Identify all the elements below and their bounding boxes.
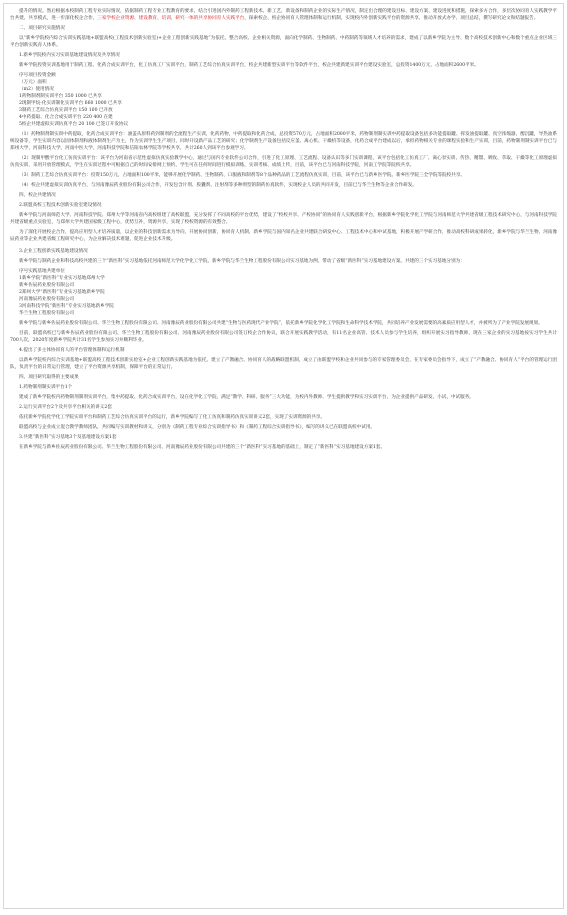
table-unit: （万元）面积 — [19, 80, 47, 85]
paragraph: 新乡学院与河南师范大学、河南科技学院、郑州大学等河南省内高校组建了高校联盟，充分发挥了不同高校的平台优势，建设了“校校共享、产校协同”的协同育人实践创新平台，根据新乡学院化学化工学院与河南师范大学共建省级工程技术研究中心，与河南科技学院共建省级重点实验室，与郑州大学共建国家级工程中心，优势互补，资源共享，实现了校校资源的有效整合。 — [10, 213, 557, 225]
table-row: 新乡佐辰药业股份有限公司 — [19, 283, 75, 288]
highlighted-text: 三家学校企业资源、建设教育、培训、研究一体的共享协同育人实践平台 — [97, 16, 245, 21]
paragraph: 在新乡学院与新乡佐辰药业股份有限公司、华兰生物工程股份有限公司、河南豫辰药业股份有限公司共建的三个“新医科”实习基地的基础上，制定了“新医科”实习基地建设方案1套。 — [19, 445, 386, 450]
subsection-heading: 4.提出了多主体协同育人的平台管理体制和运行机制 — [19, 348, 125, 353]
subsection-heading: 1.药物制剂制实训平台1个 — [19, 385, 73, 390]
paragraph: 以新乡学院校内综合实训基地+联盟高校工程技术创新实验室+企业工程创新实践基地为依托，建立了产教融合、协同育人的战略联盟机制，成立了由联盟学校和企业共同参与的专家管理委员会，在专家委员会指导下，成立了“产教融合、协同育人”平台的管理运行团队，负责平台的日常运行管理，建立了平台资源共享机制，保障平台的正常运行。 — [10, 358, 557, 370]
subsection-heading: 2.联盟高校工程技术创新实验室建设情况 — [19, 203, 102, 208]
table-row: 3河南科技学院“新医科”专业实习基地新乡学院 — [19, 304, 114, 309]
intro-paragraph — [10, 8, 557, 22]
intro-text-end: ，探索校企、校企协同育人管理体制和运行机制，实现校内外创新实践平台的资源共享，推动开放式办学、项目总结，撰写研究论文和结题报告。 — [244, 16, 539, 21]
section-heading: 二、项目研究实施情况 — [19, 26, 65, 31]
paragraph: （1）药物制剂制实训中药提取，化药合成实训平台：涵盖从原料药到制剂的全流程生产实训，化药药物，中药提取和化药合成，总投资570万元，占地面积2000平米，药物制剂制实训中药提取设备包括多功能提取罐、挥发油提取罐、真空浓缩器、醇沉罐，导热油系统设备等，学生实训内容以固体制剂和液体制剂生产为主，作为实训学生生产项目，同时开设新产品工艺的研究；化学制剂生产设备包括反应釜、离心机、干燥机等设备，化药合成平台建成以后，承担药物相关专业的课程实验和生产实训，目前，药物制剂制实训平台已与郑州大学、河南科技大学、河南中医大学、河南科技学院和信阳农林学院等学校共享，共计260人到该平台参观学习。 — [10, 132, 557, 151]
paragraph: 依托新乡学院化学化工学院实训平台和制药工艺综合仿真实训平台的运行，新乡学院编写了化工仿真和制药仿真实训讲义2套，实现了实训资源的共享。 — [19, 415, 326, 420]
table-row: 1药物制剂制实训平台 350 1000 已共享 — [19, 94, 102, 99]
intro-text: 提升的情况。然后根据本校制药工程专业实际情况，依据制药工程专业工程教育的要求，结合引进国内外制药工程新技术、新工艺，新设备和制药企业的实际生产情况，制定出合理的建设目标、建设方案、建设进度和措施，探索多方合作，多层次协同育人实践教学平台共建、共享模式，进一步深化校企合作， — [10, 9, 557, 21]
paragraph: 联盟高校与企业成立混合教学教师团队，共同编写实训教材和讲义，分别为《制药工程专业综合实训指导书》和《制药工程综合实训指导书》，编写的讲义已在联盟高校中试用。 — [19, 425, 376, 430]
paragraph: （2）现制甲酸平台化工仿真实训平台：该平台为河南省示范性虚拟仿真实验教学中心，通过与国内专业软件公司合作，引进了化工原理、工艺流程、设备认识等多门实训课程，该平台包括化工仿真工厂、离心泵实训、传热、精馏、吸收、萃取、干燥等化工原理虚拟仿真实训，采用开放管理模式，学生在实训过程中可根据自己的时间安排网上预约，学生可在任何时间进行模拟训练，实训考核、成绩上传，目前，该平台已与河南科技学院，河南工学院等院校共享。 — [10, 156, 557, 168]
paragraph: 建成了新乡学院校内药物制剂制剂实训平台，集中药提取、化药合成实训平台，设在化学化工学院，满足“教学、科研、服务”三大功能，为校内外教师、学生提供教学和实习实训平台，为企业提供产品研发、小试、中试服务。 — [19, 395, 474, 400]
table-row: 2现制甲烷-化实训制化实训平台 660 1000 已共享 — [19, 101, 122, 106]
subsection-heading: 3.企业工程创新实践基地建设情况 — [19, 249, 88, 254]
table-row: 5校企共建虚拟实训仿真平台 20 100 已签订开发协议 — [19, 122, 129, 127]
paragraph: （4）校企共建虚拟实训仿真平台，与河南豫辰药业股份有限公司合作，开发包含片剂、胶囊剂、注射剂等多种剂型的制药仿真软件，实现校企人员的共同开发，目前已与华兰生物等企业合作研发。 — [19, 183, 417, 188]
table-unit: （m2）使用情况 — [19, 87, 54, 92]
investment-table — [10, 72, 557, 128]
table-row: 河南豫辰药业股份有限公司 — [19, 297, 75, 302]
paragraph: （3）制药工艺综合仿真实训平台：投资150万元，占地面积100平米，能够开展化学制药、生物制药、口服液和制剂等8个品种药品的工艺流程仿真实训，目前，该平台已与新乡医学院、新乡医学院三全学院等院校共享。 — [19, 173, 466, 178]
table-header: 序号实践基地共建单位 — [19, 269, 65, 274]
table-row: 3制药工艺综合仿真实训平台 150 100 已开放 — [19, 108, 113, 113]
paragraph: 新乡学院投资实训基地用于制药工程、化药合成实训平台，化工仿真工厂实训平台，制药工艺综合仿真实训平台，校企共建新型实训平台等软件平台，校企共建新建实训平台建设实验室，总投资1400万元，占地面积2600平米。 — [19, 63, 479, 68]
paragraph: 目前，联盟高校已与新乡佐辰药业股份有限公司、华兰生物工程股份有限公司、河南豫辰药业股份有限公司签订校企合作协议，联合开展实践教学活动，有11名企业高管、技术人员参与学生培养，组织开展实习指导教师，现在三家企业的实习基地按实习学生共计700人次，2020年度新乡学院共计31名学生参加实习并顺利毕业。 — [10, 331, 557, 343]
document-body — [10, 8, 557, 451]
practice-base-table — [10, 268, 557, 317]
paragraph: 新乡学院与制药企业和科技高校共建的三个“新医科”实习基地依托河南师范大学化学化工学院，新乡学院与华兰生物工程股份有限公司实习基地为例，带动了省级“新医科”实习基地建设方案。共建的三个实习基地分别为： — [19, 259, 465, 264]
table-row: 2郑州大学“新医科”专业实习基地新乡学院 — [19, 290, 105, 295]
paragraph: 新乡学院与新乡佐辰药业股份有限公司、华兰生物工程股份有限公司、河南豫辰药业股份有限公司共建“生物与医药现代产业学院”，依托新乡学院化学化工学院和生命科学技术学院，共同培养产业发展需要的高素质应用型人才，并被列为了产业学院发展规划。 — [19, 321, 543, 326]
table-row: 1新乡学院“新医科”专业实习基地郑州大学 — [19, 276, 105, 281]
subsection-heading: 2.运行实训平台2个及共享平台相关的讲义2套 — [19, 405, 112, 410]
table-row: 4中药提取、化合合成实训平台 220 400 在建 — [19, 115, 113, 120]
section-heading: 四、项目研究取得的主要成果 — [19, 375, 79, 380]
document-page — [3, 3, 564, 909]
subsection-heading: 3.共建“新医科”实习基地3个及基地建设方案1套 — [19, 435, 117, 440]
table-header: 序号项目投资金额 — [19, 73, 56, 78]
table-row: 华兰生物工程股份有限公司 — [19, 311, 75, 316]
paragraph: 以“新乡学院校内综合实训实践基地+联盟高校(工程技术创新实验室)+企业工程创新实践基地”为依托，整合高校、企业相关资源，面向化学制药、生物制药、中药制药等领域人才培养的需求，建成了以新乡学院为主导、数个高校技术创新中心和数个重点企业区域三平台创新实践育人体系。 — [10, 36, 557, 48]
paragraph: 为了深化开展校企合作，提高应用型人才培养质量，以企业的科技创新需求为导向，开展协同创新，协同育人机制，新乡学院与国内知名企业共建联合研发中心、工程技术中心和中试基地，积极开展产学研合作，推动高校科研成果转化，新乡学院与华兰生物、河南豫辰药业等企业共建省级工程研究中心，为企业解决技术难题，促进企业技术升级。 — [10, 230, 557, 242]
section-heading: 四、校企共建情况 — [19, 193, 56, 198]
subsection-heading: 1.新乡学院校内实习实训基地建设情况及共享情况 — [19, 53, 120, 58]
